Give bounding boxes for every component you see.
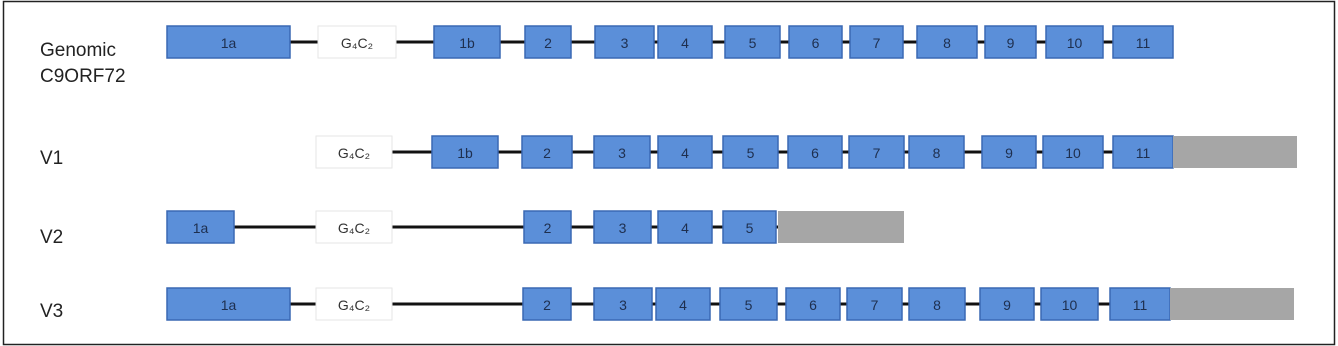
g4c2-repeat-label: G₄C₂ [337, 297, 371, 313]
exon-label: 2 [543, 220, 552, 236]
exon-label: 2 [543, 145, 551, 161]
exon-label: 11 [1135, 35, 1151, 51]
exon-label: 3 [620, 35, 629, 51]
exon-label: 9 [1005, 145, 1013, 161]
exon-label: 5 [746, 145, 755, 161]
row-label-v2: V2 [40, 227, 64, 248]
exon-label: 1b [457, 145, 473, 161]
g4c2-repeat-label: G₄C₂ [340, 35, 374, 51]
exon-label: 8 [933, 297, 941, 313]
g4c2-repeat-label: G₄C₂ [337, 145, 371, 161]
exon-label: 7 [872, 35, 881, 51]
exon-label: 10 [1065, 145, 1081, 161]
exon-label: 11 [1132, 297, 1148, 313]
exon-label: 1a [192, 220, 209, 236]
row-label-v1: V1 [40, 148, 64, 169]
exon-label: 8 [943, 35, 951, 51]
exon-label: 2 [543, 297, 551, 313]
row-label-v3: V3 [40, 301, 64, 322]
exon-label: 6 [809, 297, 817, 313]
exon-label: 4 [681, 35, 689, 51]
utr-box [778, 211, 904, 243]
exon-label: 1a [220, 297, 237, 313]
row-label-genomic-line1: Genomic [40, 40, 117, 61]
exon-label: 4 [681, 145, 689, 161]
exon-label: 11 [1135, 145, 1151, 161]
exon-label: 6 [811, 35, 820, 51]
exon-label: 5 [745, 220, 754, 236]
exon-label: 5 [744, 297, 753, 313]
g4c2-repeat-label: G₄C₂ [337, 220, 371, 236]
exon-label: 4 [679, 297, 687, 313]
exon-label: 3 [619, 297, 627, 313]
exon-label: 10 [1066, 35, 1083, 51]
exon-label: 9 [1006, 35, 1015, 51]
utr-box [1170, 288, 1294, 320]
transcript-row-2 [167, 211, 904, 243]
exon-label: 2 [544, 35, 552, 51]
utr-box [1173, 136, 1297, 168]
exon-label: 1b [459, 35, 475, 51]
transcript-row-0 [167, 26, 1173, 58]
transcript-row-1 [316, 136, 1297, 168]
exon-label: 9 [1003, 297, 1011, 313]
transcript-row-3 [167, 288, 1294, 320]
exon-label: 10 [1061, 297, 1078, 313]
exon-label: 1a [220, 35, 237, 51]
exon-label: 7 [872, 145, 881, 161]
exon-label: 8 [932, 145, 941, 161]
exon-label: 3 [618, 145, 626, 161]
exon-label: 6 [811, 145, 819, 161]
row-label-genomic-line2: C9ORF72 [40, 66, 126, 87]
exon-label: 5 [748, 35, 757, 51]
exon-label: 7 [870, 297, 879, 313]
exon-label: 4 [681, 220, 689, 236]
exon-label: 3 [618, 220, 627, 236]
